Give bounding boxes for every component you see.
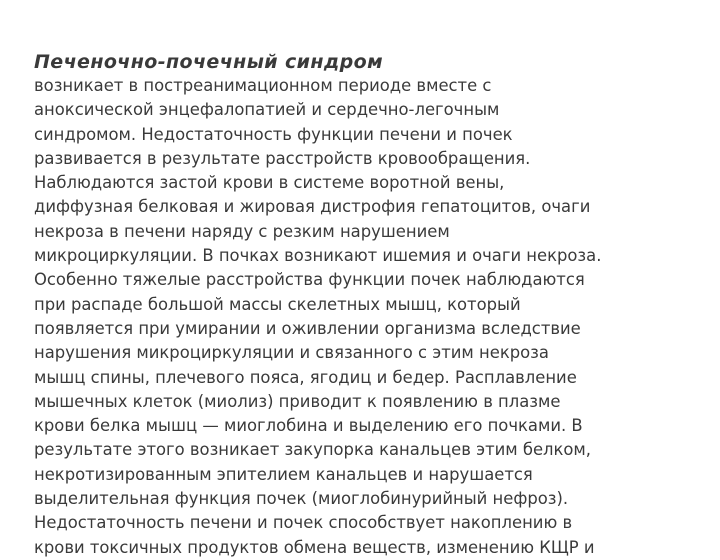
text-line: мышечных клеток (миолиз) приводит к появлению в плазме (34, 391, 561, 411)
text-line: результате этого возникает закупорка канальцев этим белком, (34, 440, 592, 460)
text-line: при распаде большой массы скелетных мышц, который (34, 294, 521, 314)
text-line: крови токсичных продуктов обмена веществ, изменению КЩР и (34, 537, 595, 557)
text-line: некроза в печени наряду с резким нарушением (34, 221, 450, 241)
text-block (34, 50, 694, 560)
heading: Печеночно-почечный синдром (34, 51, 384, 73)
text-line: диффузная белковая и жировая дистрофия гепатоцитов, очаги (34, 197, 591, 217)
text-line: появляется при умирании и оживлении организма вследствие (34, 318, 581, 338)
text-line: синдромом. Недостаточность функции печени и почек (34, 124, 513, 144)
text-line: нарушения микроциркуляции и связанного с этим некроза (34, 343, 549, 363)
text-line: мышц спины, плечевого пояса, ягодиц и бедер. Расплавление (34, 367, 577, 387)
text-line: развивается в результате расстройств кровообращения. (34, 148, 531, 168)
text-line: возникает в постреанимационном периоде вместе с (34, 76, 492, 95)
text-line: аноксической энцефалопатией и сердечно-легочным (34, 100, 500, 120)
text-line: некротизированным эпителием канальцев и нарушается (34, 464, 533, 484)
text-line: микроциркуляции. В почках возникают ишемия и очаги некроза. (34, 246, 602, 266)
text-line: Недостаточность печени и почек способствует накоплению в (34, 513, 573, 533)
text-line: Наблюдаются застой крови в системе воротной вены, (34, 173, 505, 193)
text-line: крови белка мышц — миоглобина и выделению его почками. В (34, 416, 583, 436)
text-line: Особенно тяжелые расстройства функции почек наблюдаются (34, 270, 585, 290)
text-line: выделительная функция почек (миоглобинурийный нефроз). (34, 489, 569, 509)
